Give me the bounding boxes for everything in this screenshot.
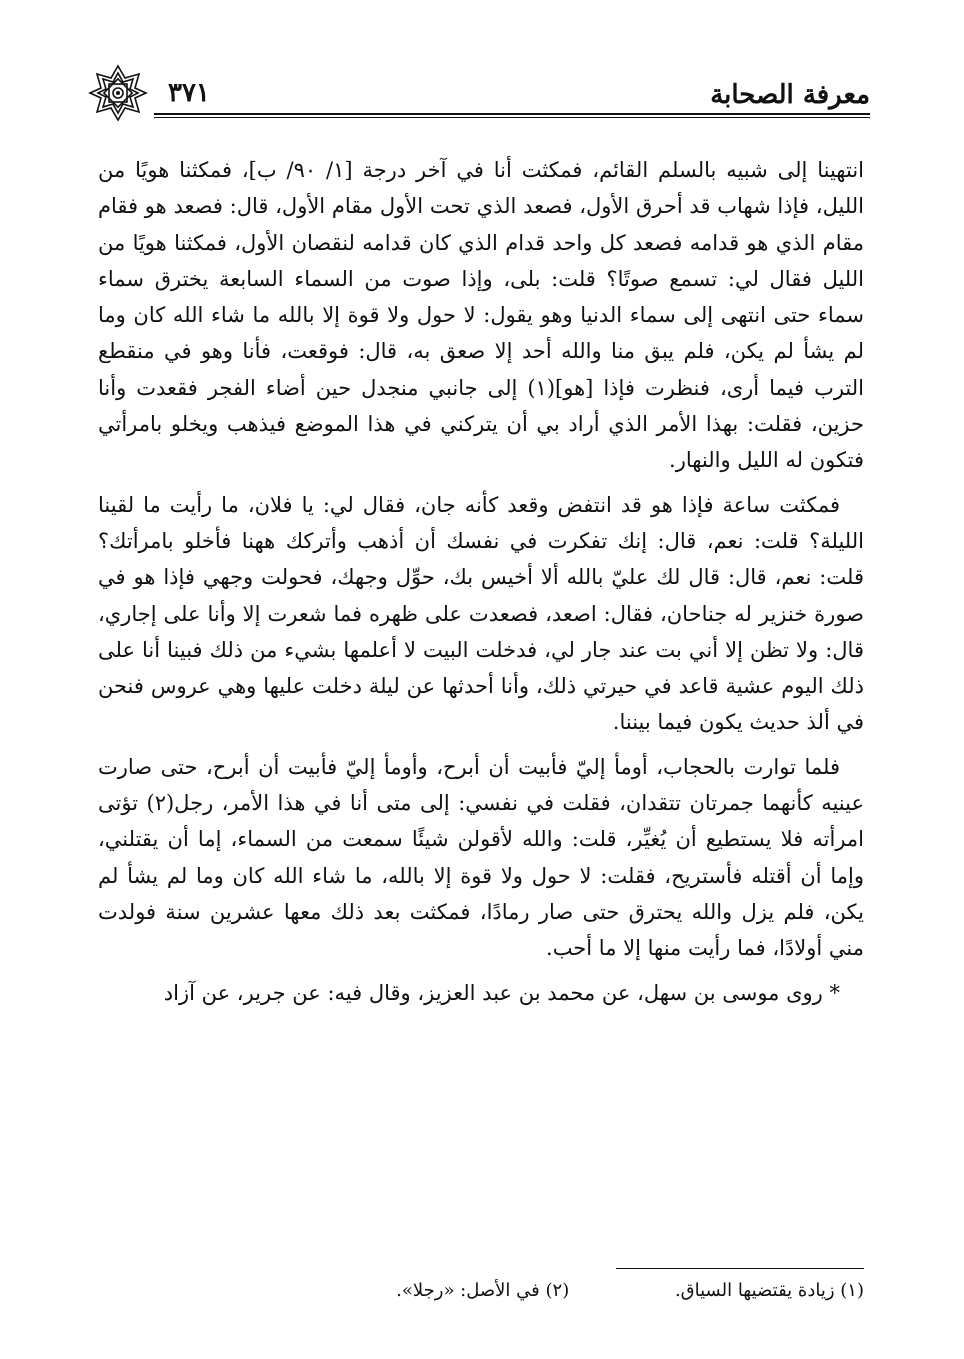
octagonal-star-ornament-icon — [88, 64, 148, 122]
paragraph: * روى موسى بن سهل، عن محمد بن عبد العزيز، وقال فيه: عن جرير، عن آزاد — [163, 980, 840, 1005]
main-text — [98, 152, 864, 1019]
footnote-2: (٢) في الأصل: «رجلا». — [396, 1280, 570, 1301]
paragraph: انتهينا إلى شبيه بالسلم القائم، فمكثت أنا في آخر درجة [١/ ٩٠/ ب]، فمكثنا هويًا من الليل، فإذا شهاب قد أحرق الأول، فصعد الذي تحت الأول مقام الأول، قال: فصعد هو فقام مقام الذي هو قدامه فصعد كل واحد قدام الذي كان قدامه لنقصان الأول، فمكثنا هويًا من الليل فقال لي: تسمع صوتًا؟ قلت: بلى، وإذا صوت من السماء السابعة يخترق سماء سماء حتى انتهى إلى سماء الدنيا وهو يقول: لا حول ولا قوة إلا بالله ما شاء الله كان وما لم يشأ لم يكن، فلم يبق منا والله أحد إلا صعق به، قال: فوقعت، فأنا وهو في منقطع الترب فيما أرى، فنظرت فإذا [هو](١) إلى جانبي منجدل حين أضاء الفجر فقعدت وأنا حزين، فقلت: بهذا الأمر الذي أراد بي أن يتركني في هذا الموضع فيذهب ويخلو بامرأتي فتكون له الليل والنهار. — [98, 158, 865, 473]
footnotes — [200, 1278, 864, 1304]
header-rule-thin — [154, 117, 870, 118]
footnote-1: (١) زيادة يقتضيها السياق. — [674, 1280, 864, 1301]
page-number: ٣٧١ — [168, 78, 210, 108]
header-rule — [154, 113, 870, 115]
footnote-separator — [616, 1268, 864, 1269]
page-header — [88, 64, 870, 120]
running-title: معرفة الصحابة — [710, 80, 870, 110]
paragraph: فلما توارت بالحجاب، أومأ إليّ فأبيت أن أبرح، وأومأ إليّ فأبيت أن أبرح، حتى صارت عينيه كأنهما جمرتان تتقدان، فقلت في نفسي: إلى متى أنا في هذا الأمر، رجل(٢) تؤتى امرأته فلا يستطيع أن يُغيِّر، قلت: والله لأقولن شيئًا سمعت من السماء، إما أن يقتلني، وإما أن أقتله فأستريح، فقلت: لا حول ولا قوة إلا بالله، ما شاء الله كان وما لم يشأ لم يكن، فلم يزل والله يحترق حتى صار رمادًا، فمكثت بعد ذلك معها عشرين سنة فولدت مني أولادًا، فما رأيت منها إلا ما أحب. — [98, 754, 864, 961]
paragraph: فمكثت ساعة فإذا هو قد انتفض وقعد كأنه جان، فقال لي: يا فلان، ما رأيت ما لقينا الليلة؟ قلت: نعم، قال: إنك تفكرت في نفسك أن أذهب وأتركك ههنا فأخلو بامرأتك؟ قلت: نعم، قال: قال لك عليّ بالله ألا أخيس بك، حوِّل وجهك، فحولت وجهي فإذا هو في صورة خنزير له جناحان، فقال: اصعد، فصعدت على ظهره فما شعرت إلا وأنا على إجاري، قال: ولا تظن إلا أني بت عند جار لي، فدخلت البيت لا أعلمها بشيء من ذلك فبينا أنا على ذلك اليوم عشية قاعد في حيرتي ذلك، وأنا أحدثها عن ليلة دخلت عليها وهي عروس فنحن في ألذ حديث يكون فيما بيننا. — [98, 492, 864, 735]
